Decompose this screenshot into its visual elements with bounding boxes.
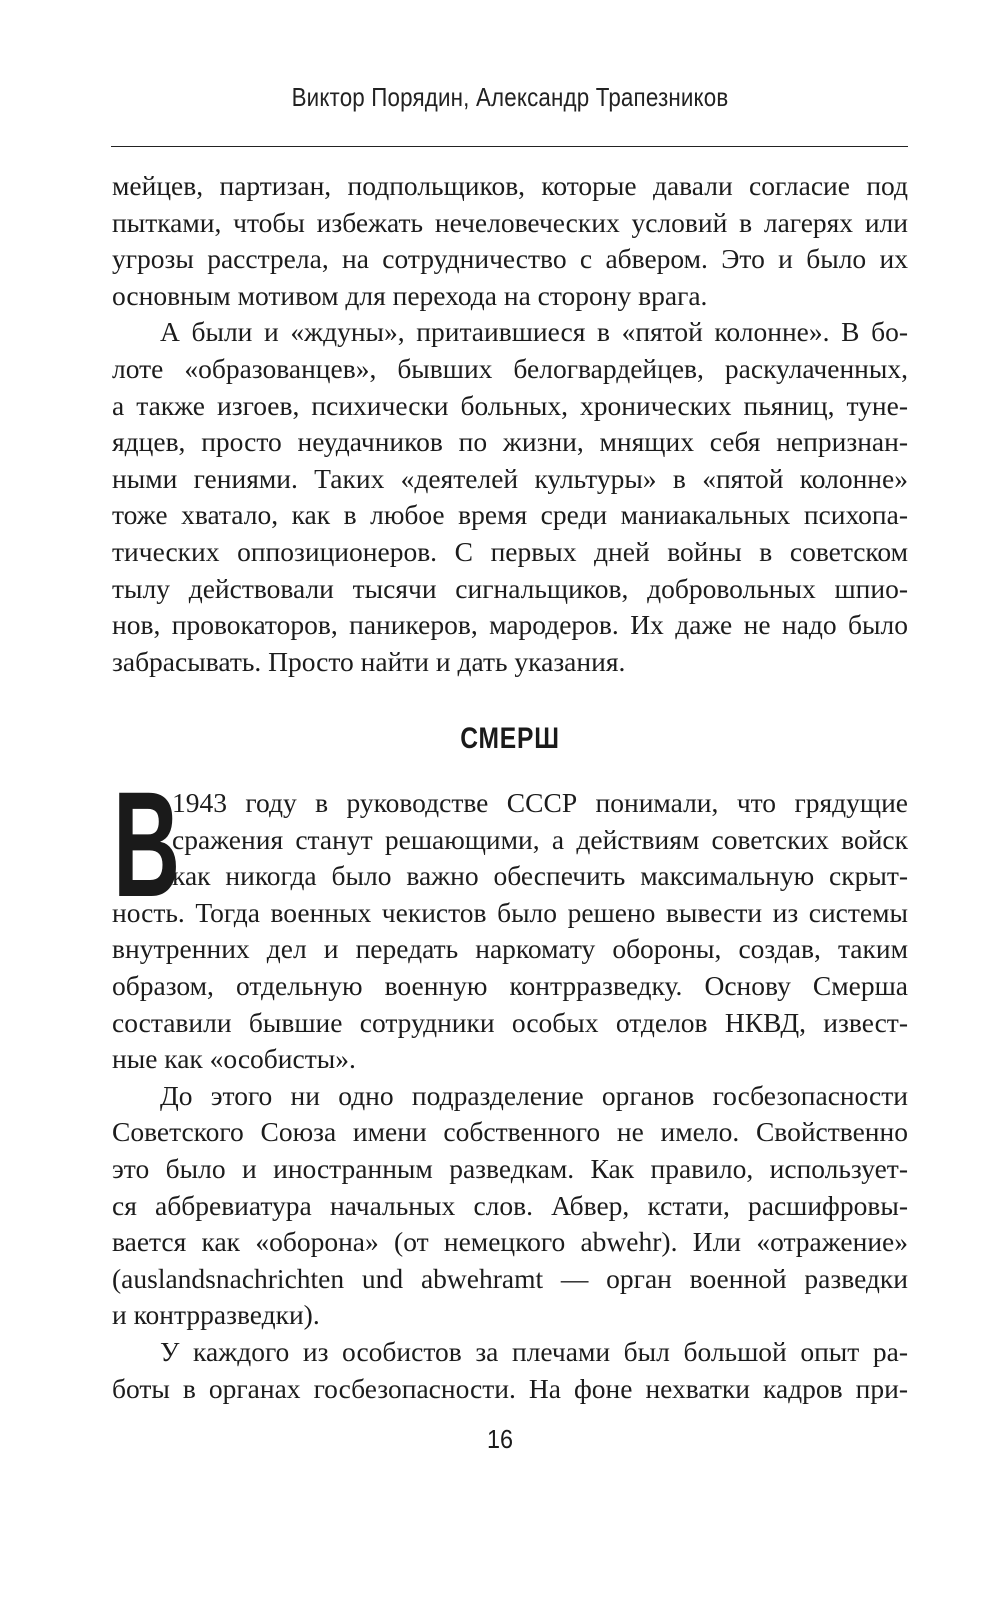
header-rule [111, 146, 908, 147]
text-block-top [112, 168, 908, 680]
section-title: СМЕРШ [460, 722, 560, 755]
text-line: а также изгоев, психически больных, хронических пьяниц, туне- [112, 389, 908, 421]
text-line: это было и иностранным разведкам. Как правило, использует- [112, 1152, 908, 1184]
text-line: А были и «ждуны», притаившиеся в «пятой колонне». В бо- [160, 316, 908, 348]
text-block-bottom [112, 760, 908, 1407]
page-number: 16 [486, 1424, 514, 1454]
paragraph [112, 1334, 908, 1407]
text-line: нов, провокаторов, паникеров, мародеров. Их даже не надо было [112, 609, 908, 641]
text-line: внутренних дел и передать наркомату обороны, создав, таким [112, 933, 908, 965]
text-line: 1943 году в руководстве СССР понимали, что грядущие [172, 787, 908, 818]
running-head: Виктор Порядин, Александр Трапезников [291, 82, 729, 112]
text-line: как никогда было важно обеспечить максимальную скрыт- [172, 860, 908, 892]
text-line: тылу действовали тысячи сигнальщиков, добровольных шпио- [112, 572, 908, 604]
text-line: ными гениями. Таких «деятелей культуры» в «пятой колонне» [112, 462, 908, 494]
text-line: мейцев, партизан, подпольщиков, которые давали согласие под [112, 170, 908, 201]
text-line: боты в органах госбезопасности. На фоне нехватки кадров при- [112, 1372, 908, 1404]
drop-cap: В [113, 760, 181, 928]
text-line: составили бывшие сотрудники особых отделов НКВД, извест- [112, 1006, 908, 1038]
text-line: Советского Союза имени собственного не имело. Свойственно [112, 1116, 908, 1148]
paragraph-with-drop-cap [112, 760, 908, 1078]
text-line: забрасывать. Просто найти и дать указания. [112, 645, 626, 677]
text-line: и контрразведки). [112, 1299, 320, 1331]
text-line: сражения станут решающими, а действиям советских войск [172, 823, 908, 855]
paragraph [112, 1078, 908, 1334]
text-line: вается как «оборона» (от немецкого abwehr). Или «отражение» [112, 1226, 908, 1258]
paragraph [112, 314, 908, 680]
text-line: У каждого из особистов за плечами был большой опыт ра- [160, 1335, 908, 1367]
text-line: пытками, чтобы избежать нечеловеческих условий в лагерях или [112, 206, 908, 238]
text-line: тических оппозиционеров. С первых дней войны в советском [112, 535, 908, 567]
text-line: До этого ни одно подразделение органов госбезопасности [160, 1079, 908, 1111]
text-line: тоже хватало, как в любое время среди маниакальных психопа- [112, 499, 908, 531]
text-line: лоте «образованцев», бывших белогвардейцев, раскулаченных, [112, 352, 908, 384]
text-line: основным мотивом для перехода на сторону врага. [112, 279, 708, 311]
text-line: ные как «особисты». [112, 1043, 356, 1075]
text-line: угрозы расстрела, на сотрудничество с абвером. Это и было их [112, 243, 908, 275]
text-line: ность. Тогда военных чекистов было решено вывести из системы [112, 896, 908, 928]
text-line: ядцев, просто неудачников по жизни, мнящих себя непризнан- [112, 426, 908, 458]
paragraph-continued [112, 168, 908, 314]
text-line: ся аббревиатура начальных слов. Абвер, кстати, расшифровы- [112, 1189, 908, 1221]
text-line: (auslandsnachrichten und abwehramt — орган военной разведки [112, 1262, 908, 1294]
text-line: образом, отдельную военную контрразведку. Основу Смерша [112, 969, 908, 1001]
